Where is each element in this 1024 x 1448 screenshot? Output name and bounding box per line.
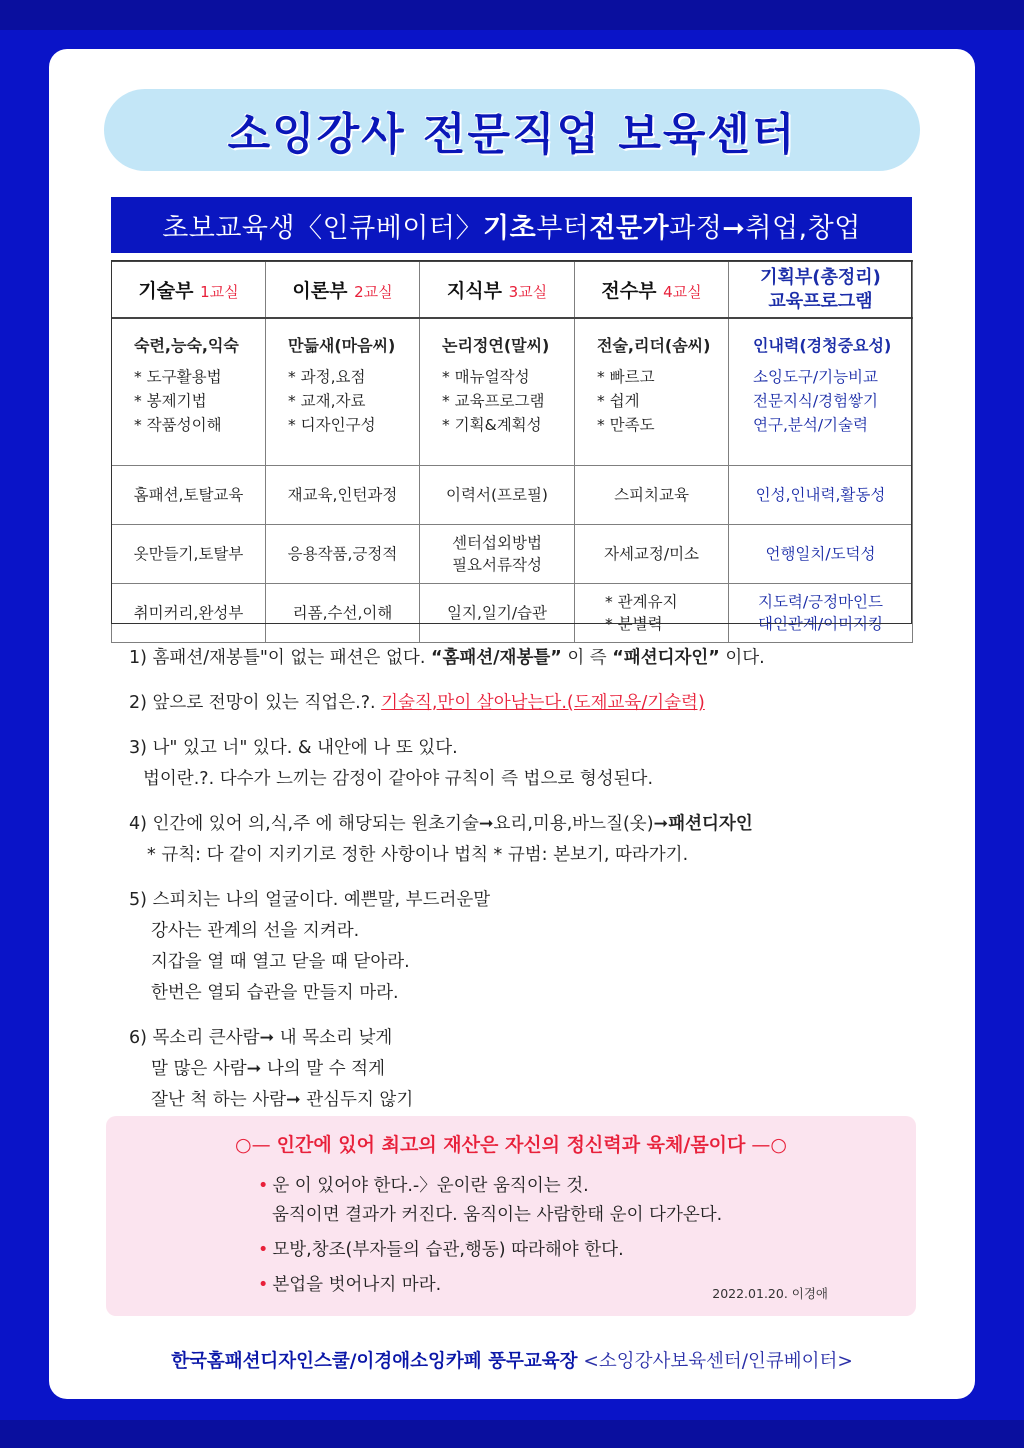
table-cell-plan: 지도력/긍정마인드 대인관계/이미지킹 bbox=[729, 584, 913, 643]
table-row-core bbox=[112, 318, 913, 466]
note-1: 1) 홈패션/재봉틀"이 없는 패션은 없다. “홈패션/재봉틀” 이 즉 “패션디자인” 이다. bbox=[129, 648, 765, 668]
table-cell: 옷만들기,토탈부 bbox=[112, 525, 266, 584]
note-3: 3) 나" 있고 너" 있다. & 내안에 나 또 있다. 법이란.?. 다수가 느끼는 감정이 같아야 규칙이 즉 법으로 형성된다. bbox=[129, 738, 654, 789]
table-cell: 스피치교육 bbox=[575, 466, 729, 525]
table-cell: 홈패션,토탈교육 bbox=[112, 466, 266, 525]
header-cell: 기술부 1교실 bbox=[112, 261, 266, 318]
motto-box bbox=[106, 1116, 916, 1316]
table-header-row bbox=[112, 261, 913, 318]
note-6: 6) 목소리 큰사람➞ 내 목소리 낮게 말 많은 사람➞ 나의 말 수 적게 잘난 척 하는 사람➞ 관심두지 않기 bbox=[129, 1028, 414, 1110]
note-5: 5) 스피치는 나의 얼굴이다. 예쁜말, 부드러운말 강사는 관계의 선을 지켜라. 지갑을 열 때 열고 닫을 때 닫아라. 한번은 열되 습관을 만들지 마라. bbox=[129, 890, 491, 1003]
table-cell: 이력서(프로필) bbox=[420, 466, 575, 525]
curriculum-table bbox=[111, 260, 913, 643]
table-cell-plan: 인내력(경청중요성) 소잉도구/기능비교 전문지식/경험쌓기 연구,분석/기술력 bbox=[729, 318, 913, 466]
table-cell: 센터섭외방법 필요서류작성 bbox=[420, 525, 575, 584]
header-cell: 지식부 3교실 bbox=[420, 261, 575, 318]
table-cell: 재교육,인턴과정 bbox=[266, 466, 420, 525]
subtitle-bold2: 전문가 bbox=[589, 212, 670, 244]
header-cell-plan: 기획부(총정리) 교육프로그램 bbox=[729, 261, 913, 318]
table-cell: 전술,리더(솜씨) * 빠르고 * 쉽게 * 만족도 bbox=[575, 318, 729, 466]
table-cell-plan: 언행일치/도덕성 bbox=[729, 525, 913, 584]
list-item: • 운 이 있어야 한다.-〉운이란 움직이는 것. 움직이면 결과가 커진다. 움직이는 사람한태 운이 다가온다. bbox=[258, 1176, 723, 1225]
header-cell: 전수부 4교실 bbox=[575, 261, 729, 318]
table-cell: 리폼,수선,이해 bbox=[266, 584, 420, 643]
subtitle-part1: 초보교육생〈인큐베이터〉 bbox=[162, 212, 484, 244]
table-cell: 취미커리,완성부 bbox=[112, 584, 266, 643]
title-banner bbox=[104, 89, 920, 171]
subtitle-bar bbox=[111, 197, 912, 253]
table-cell-plan: 인성,인내력,활동성 bbox=[729, 466, 913, 525]
table-cell: 논리정연(말씨) * 매뉴얼작성 * 교육프로그램 * 기획&계획성 bbox=[420, 318, 575, 466]
motto-heading: ○— 인간에 있어 최고의 재산은 자신의 정신력과 육체/몸이다 —○ bbox=[234, 1134, 788, 1156]
top-border-band bbox=[0, 0, 1024, 30]
table-cell: 숙련,능숙,익숙 * 도구활용법 * 봉제기법 * 작품성이해 bbox=[112, 318, 266, 466]
notes-list bbox=[129, 643, 929, 1130]
bottom-border-band bbox=[0, 1420, 1024, 1448]
table-cell: 응용작품,긍정적 bbox=[266, 525, 420, 584]
table-row bbox=[112, 584, 913, 643]
table-cell: 일지,일기/습관 bbox=[420, 584, 575, 643]
note-2: 2) 앞으로 전망이 있는 직업은.?. 기술직,만이 살아남는다.(도제교육/기술력) bbox=[129, 693, 705, 713]
page-title: 소잉강사 전문직업 보육센터 bbox=[227, 109, 797, 160]
list-item: • 본업을 벗어나지 마라. bbox=[258, 1275, 442, 1295]
note-4: 4) 인간에 있어 의,식,주 에 해당되는 원초기술➞요리,미용,바느질(옷)➞패션디자인 * 규칙: 다 같이 지키기로 정한 사항이나 법칙 * 규범: 본보기, 따라가기. bbox=[129, 814, 753, 865]
subtitle-part2: 부터 bbox=[536, 212, 590, 244]
footer-credit: 한국홈패션디자인스쿨/이경애소잉카페 풍무교육장 <소잉강사보육센터/인큐베이터> bbox=[171, 1351, 853, 1372]
list-item: • 모방,창조(부자들의 습관,행동) 따라해야 한다. bbox=[258, 1240, 624, 1260]
table-row bbox=[112, 466, 913, 525]
poster-card bbox=[49, 49, 975, 1399]
table-cell: 자세교정/미소 bbox=[575, 525, 729, 584]
subtitle-bold1: 기초 bbox=[483, 212, 537, 244]
table-cell: 만듦새(마음씨) * 과정,요점 * 교재,자료 * 디자인구성 bbox=[266, 318, 420, 466]
header-cell: 이론부 2교실 bbox=[266, 261, 420, 318]
table-row bbox=[112, 525, 913, 584]
date-signature: 2022.01.20. 이경애 bbox=[712, 1286, 828, 1301]
subtitle-part3: 과정➞취업,창업 bbox=[669, 212, 861, 244]
table-cell: * 관계유지 * 분별력 bbox=[575, 584, 729, 643]
